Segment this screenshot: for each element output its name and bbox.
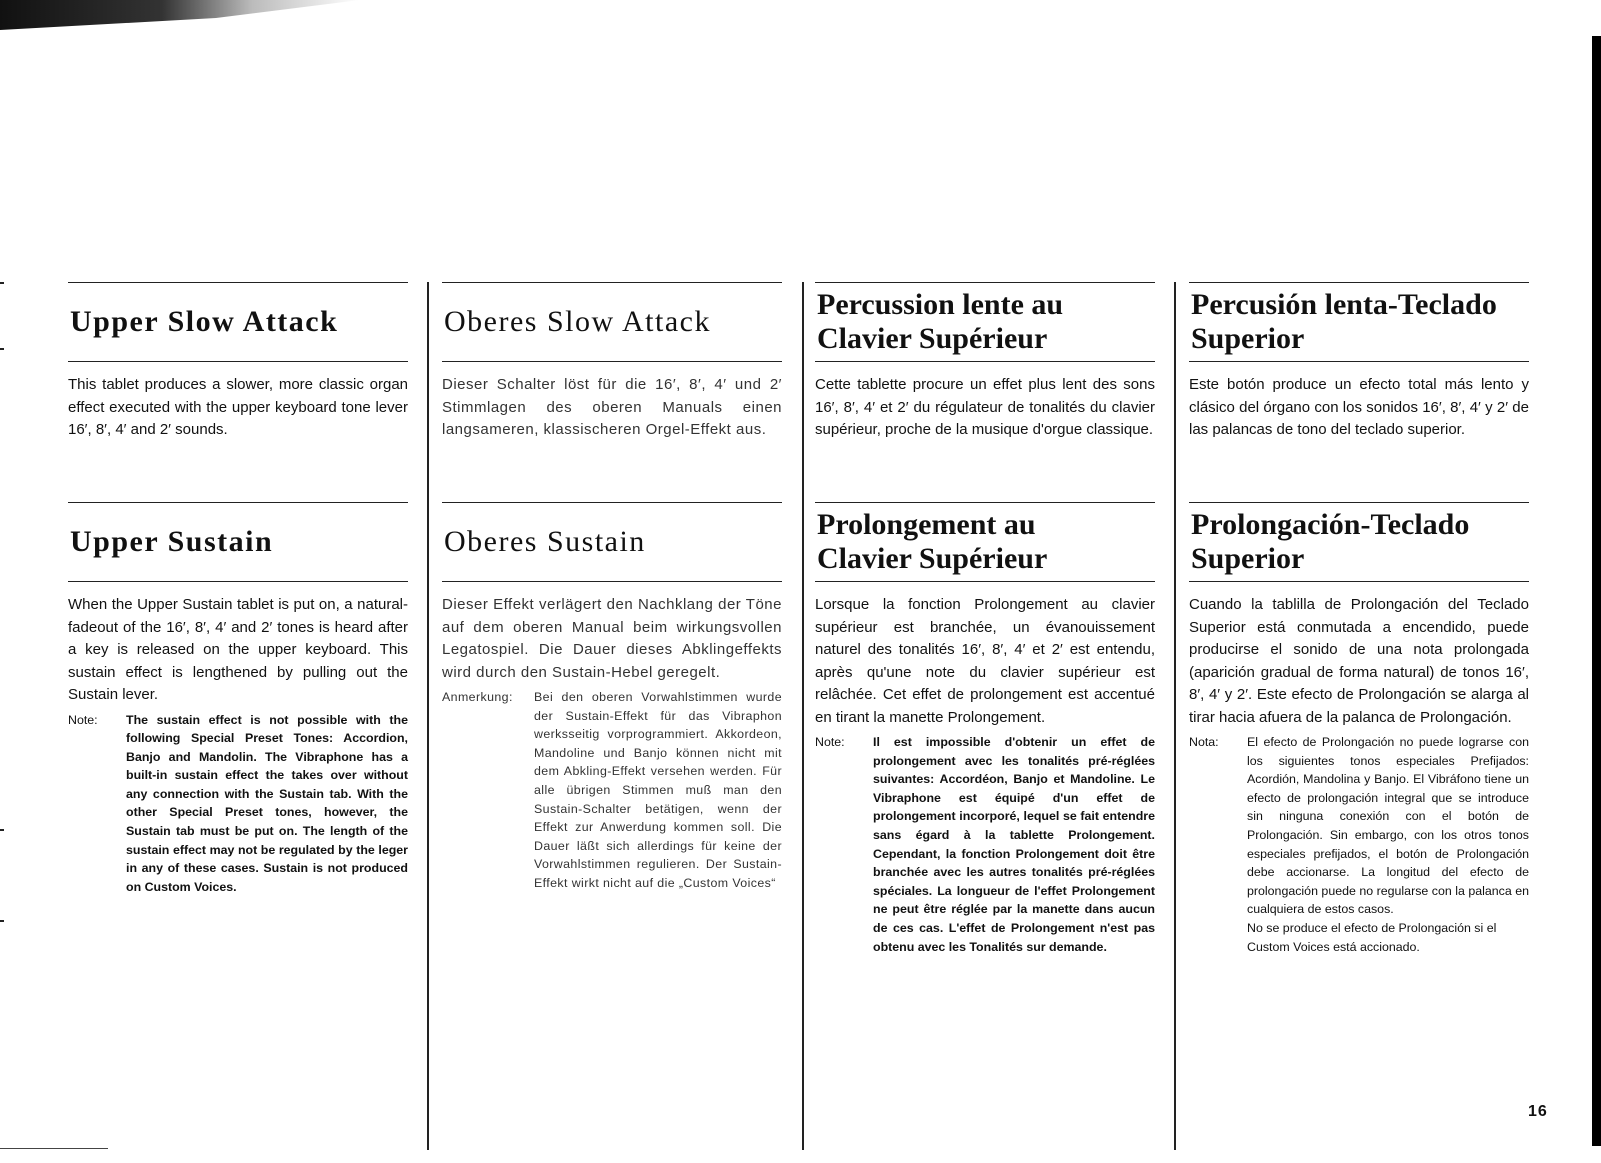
heading-line: Percusión lenta-Teclado [1191,288,1497,321]
note-label: Nota: [1189,735,1219,749]
note-text-extra: No se produce el efecto de Prolongación si el Custom Voices está accionado. [1247,920,1497,954]
note [1189,733,1529,956]
section-oberes-slow-attack [442,282,782,442]
section-heading [815,282,1155,362]
section-heading [442,502,782,582]
heading-line: Prolongación-Teclado [1191,508,1470,541]
section-body: Dieser Effekt verlägert den Nachklang der Töne auf dem oberen Manual beim wirkungsvollen Legatospiel. Die Dauer dieses Abklingeffekts wird durch den Sustain-Hebel geregelt. [442,596,782,681]
section-upper-slow-attack [68,282,408,442]
column-divider [802,282,804,1150]
heading-line: Upper Slow Attack [70,305,339,338]
note-text: El efecto de Prolongación no puede lograrse con los siguientes tonos especiales Prefijados: Acordión, Mandolina y Banjo. El Vibráfono tiene un efecto de prolongación integral que se introduce sin ninguna conexión con el botón de Prolongación. Sin embargo, con los otros tonos especiales prefijados, el botón de Prolongación debe accionarse. La longitud del efecto de prolongación puede no regularse con la palanca en cualquiera de estos casos. [1247,735,1529,917]
note [442,688,782,893]
column-divider [1174,282,1176,1150]
section-prolongement [815,502,1155,956]
note-text-block [1247,733,1529,956]
section-body: Lorsque la fonction Prolongement au clavier supérieur est branchée, un évanouissement naturel des tonalités 16′, 8′, 4′ et 2′ est entendu, après qu'une note du clavier supérieur est relâchée. Cet effet de prolongement est accentué en tirant la manette Prolongement. [815,596,1155,726]
heading-line: Oberes Slow Attack [444,305,711,338]
heading-line: Oberes Sustain [444,525,646,558]
heading-line: Superior [1191,322,1305,355]
edge-mark [0,920,4,922]
section-heading [815,502,1155,582]
edge-mark [0,282,4,284]
note [815,733,1155,956]
section-heading [68,502,408,582]
heading-line: Upper Sustain [70,525,274,558]
note-label: Note: [68,712,98,727]
section-body: This tablet produces a slower, more classic organ effect executed with the upper keyboard tone lever 16′, 8′, 4′ and 2′ sounds. [68,376,408,438]
footer-rule [0,1148,108,1149]
note-text: Bei den oberen Vorwahlstimmen wurde der Sustain-Effekt für das Vibraphon werksseitig vorprogrammiert. Akkordeon, Mandoline und Banjo können nicht mit dem Abkling-Effekt versehen werden. Für alle übrigen Stimmen muß man den Sustain-Schalter betätigen, wenn der Effekt zur Anwerdung kommen soll. Die Dauer läßt sich allerdings für keine der Vorwahlstimmen regulieren. Der Sustain-Effekt wirkt nicht auf die „Custom Voices“ [534,690,782,890]
section-heading [1189,502,1529,582]
section-heading [442,282,782,362]
section-prolongacion [1189,502,1529,956]
section-percusion-lenta [1189,282,1529,442]
heading-line: Clavier Supérieur [817,322,1048,355]
section-heading [68,282,408,362]
heading-line: Prolongement au [817,508,1036,541]
section-heading [1189,282,1529,362]
heading-line: Percussion lente au [817,288,1064,321]
heading-line: Superior [1191,542,1305,575]
edge-mark [0,348,4,350]
scan-smudge [0,0,360,30]
section-oberes-sustain [442,502,782,893]
page-number: 16 [1528,1103,1548,1120]
page-edge-bar [1592,36,1601,1146]
note-label: Note: [815,735,845,749]
section-body: Cette tablette procure un effet plus lent des sons 16′, 8′, 4′ et 2′ du régulateur de tonalités du clavier supérieur, proche de la musique d'orgue classique. [815,376,1155,438]
section-upper-sustain [68,502,408,896]
heading-line: Clavier Supérieur [817,542,1048,575]
note-text: The sustain effect is not possible with the following Special Preset Tones: Accordion, Banjo and Mandolin. The Vibraphone has a built-in sustain effect the takes over without any connection with the Sustain tab. With the other Special Preset tones, however, the Sustain tab must be put on. The length of the sustain effect may not be regulated by the leger in any of these cases. Sustain is not produced on Custom Voices. [126,712,408,894]
note-label: Anmerkung: [442,690,513,704]
note [68,711,408,897]
section-body: When the Upper Sustain tablet is put on, a natural-fadeout of the 16′, 8′, 4′ and 2′ tones is heard after a key is released on the upper keyboard. This sustain effect is lengthened by pulling out the Sustain lever. [68,596,408,703]
column-divider [427,282,429,1150]
note-text: Il est impossible d'obtenir un effet de prolongement avec les tonalités pré-réglées suivantes: Accordéon, Banjo et Mandoline. Le Vibraphone est équipé d'un effet de prolongement incorporé, lequel se fait entendre sans égard à la tablette Prolongement. Cependant, la fonction Prolongement doit être branchée avec les autres tonalités pré-réglées spéciales. La longueur de l'effet Prolongement ne peut être réglée par la manette dans aucun de ces cas. L'effet de Prolongement n'est pas obtenu avec les Tonalités sur demande. [873,735,1155,954]
section-body: Este botón produce un efecto total más lento y clásico del órgano con los sonidos 16′, 8′, 4′ y 2′ de las palancas de tono del teclado superior. [1189,376,1529,438]
section-percussion-lente [815,282,1155,442]
edge-mark [0,829,4,831]
section-body: Dieser Schalter löst für die 16′, 8′, 4′ und 2′ Stimmlagen des oberen Manuals einen langsameren, klassischeren Orgel-Effekt aus. [442,376,782,438]
section-body: Cuando la tablilla de Prolongación del Teclado Superior está conmutada a encendido, puede producirse el sonido de una nota prolongada (aparición gradual de forma natural) de tonos 16′, 8′, 4′ y 2′. Este efecto de Prolongación se alarga al tirar hacia afuera de la palanca de Prolongación. [1189,596,1529,726]
